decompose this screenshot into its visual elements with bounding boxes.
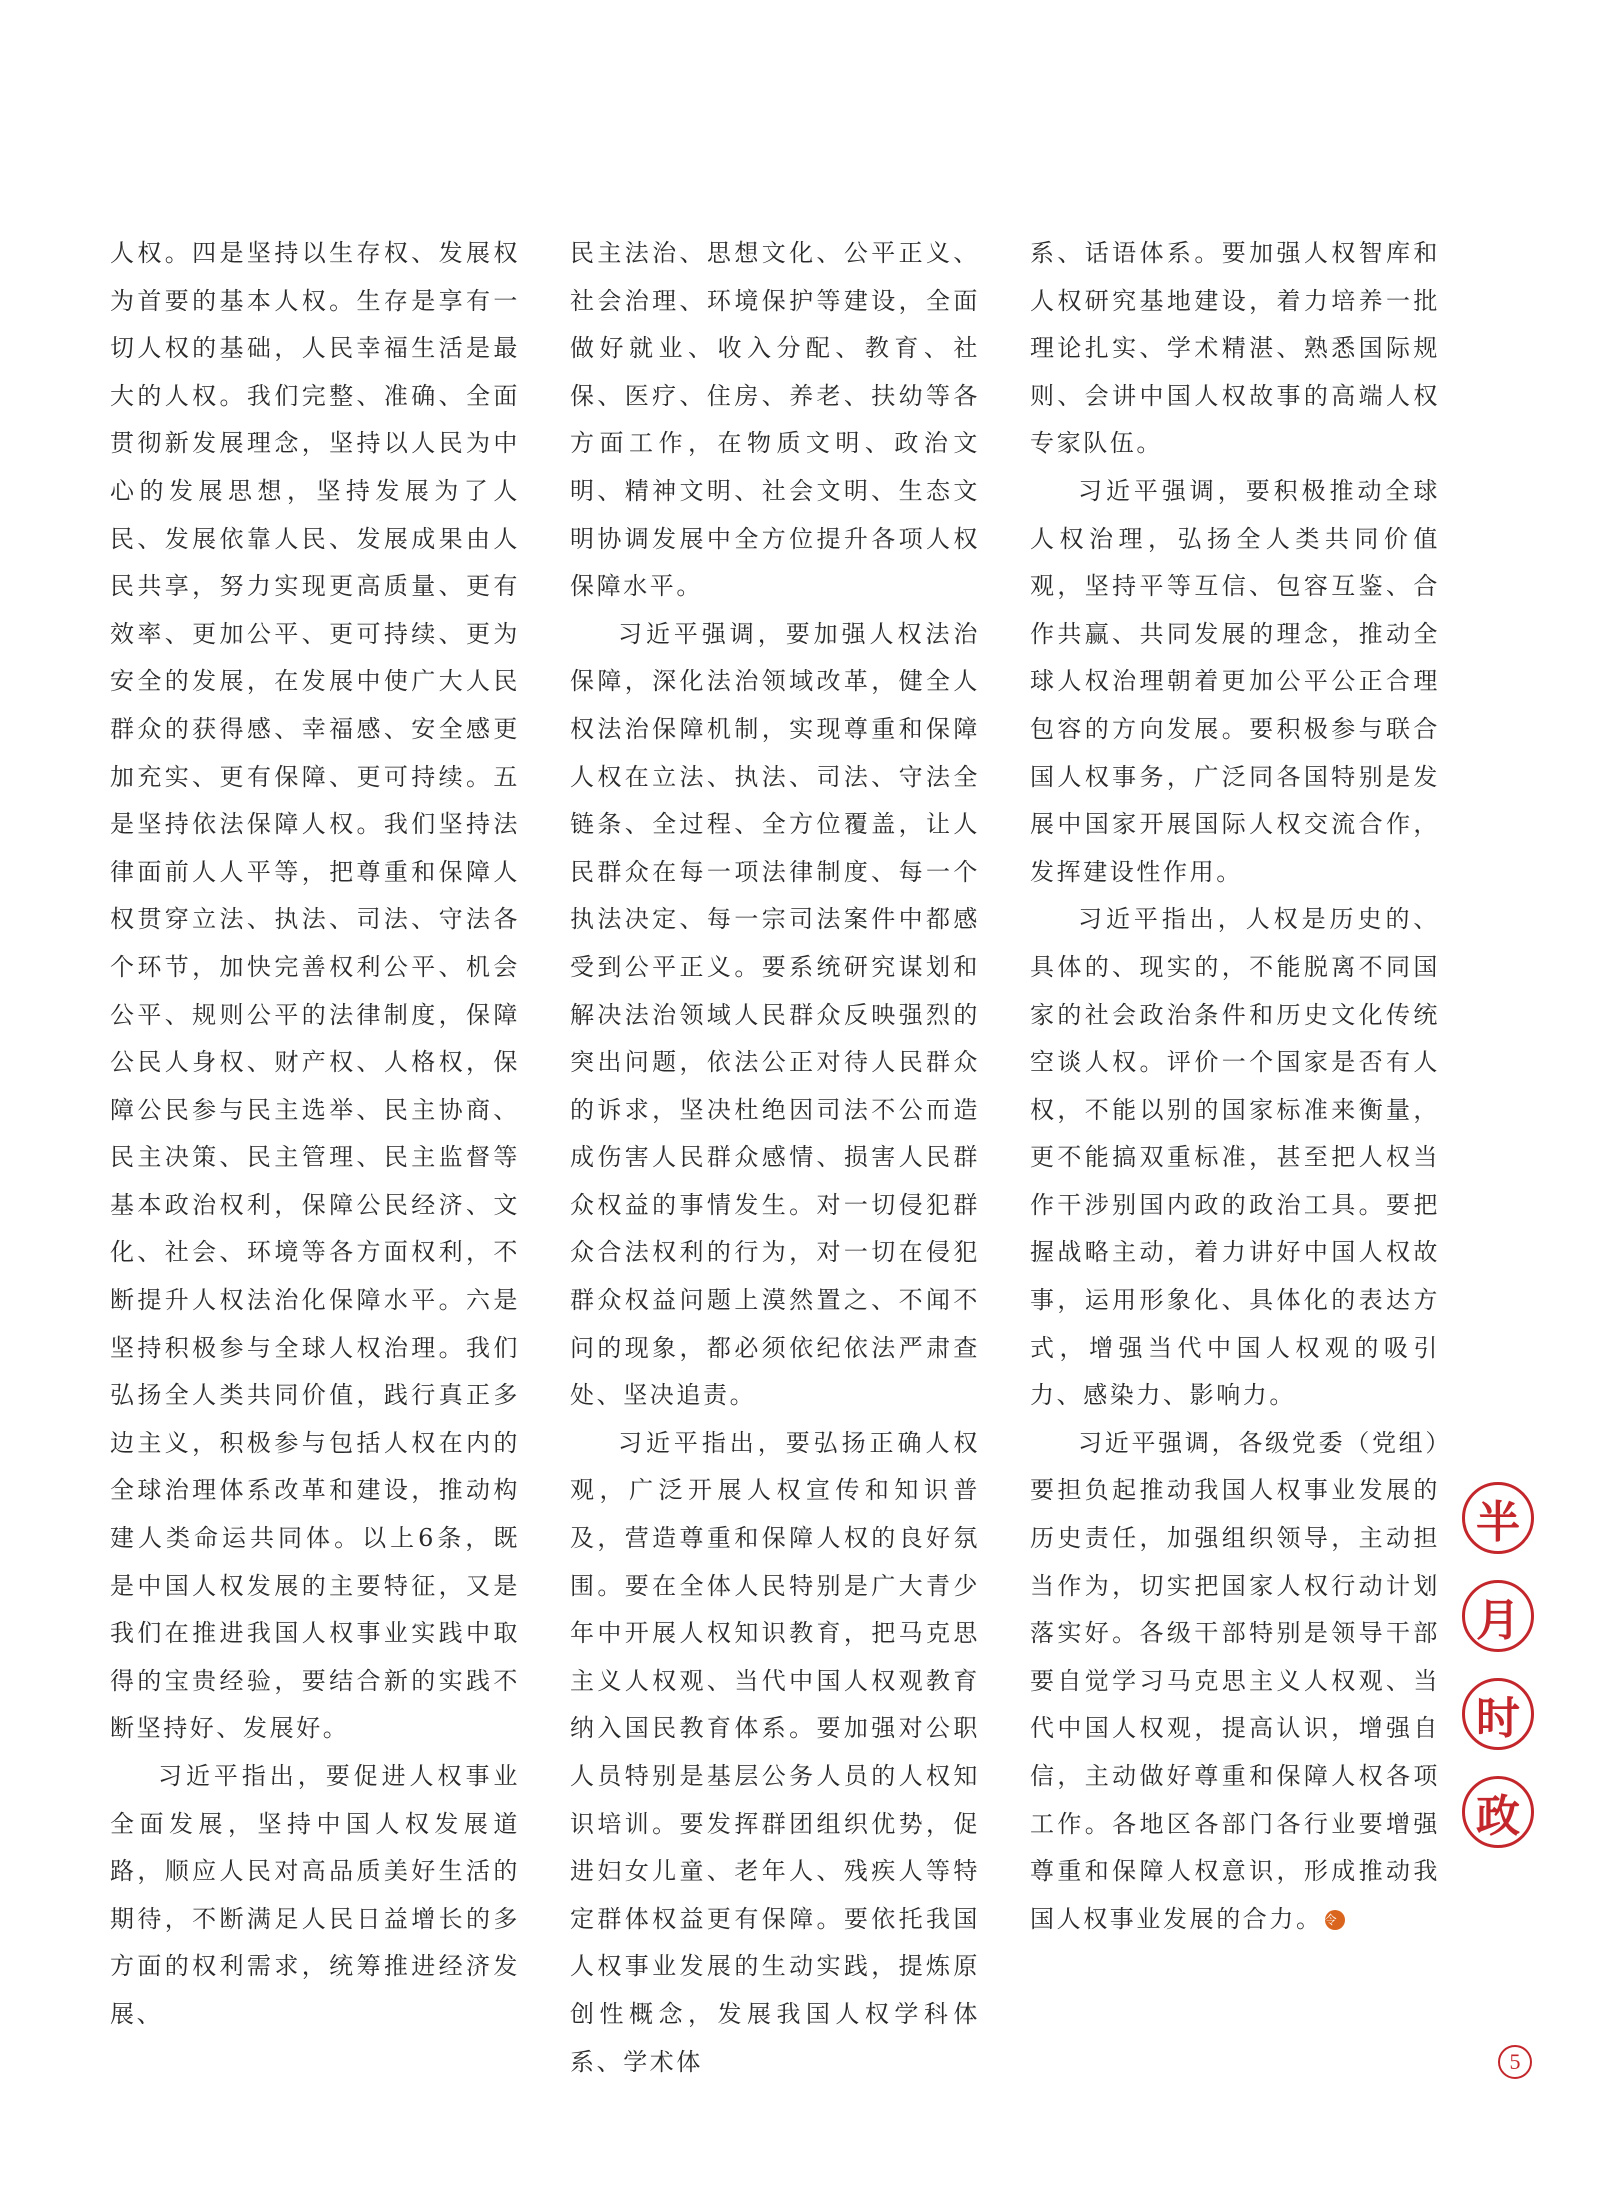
paragraph: 习近平强调，要加强人权法治保障，深化法治领域改革，健全人权法治保障机制，实现尊重和保障人权在立法、执法、司法、守法全链条、全过程、全方位覆盖，让人民群众在每一项法律制度、每一个执法决定、每一宗司法案件中都感受到公平正义。要系统研究谋划和解决法治领域人民群众反映强烈的突出问题，依法公正对待人民群众的诉求，坚决杜绝因司法不公而造成伤害人民群众感情、损害人民群众权益的事情发生。对一切侵犯群众合法权利的行为，对一切在侵犯群众权益问题上漠然置之、不闻不问的现象，都必须依纪依法严肃查处、坚决追责。 xyxy=(570,619,980,1410)
end-mark-icon: 令 xyxy=(1325,1910,1345,1930)
magazine-masthead xyxy=(1458,1482,1538,1848)
paragraph: 民主法治、思想文化、公平正义、社会治理、环境保护等建设，全面做好就业、收入分配、教育、社保、医疗、住房、养老、扶幼等各方面工作，在物质文明、政治文明、精神文明、社会文明、生态文明协调发展中全方位提升各项人权保障水平。 xyxy=(570,239,980,601)
paragraph: 习近平指出，人权是历史的、具体的、现实的，不能脱离不同国家的社会政治条件和历史文化传统空谈人权。评价一个国家是否有人权，不能以别的国家标准来衡量，更不能搞双重标准，甚至把人权当作干涉别国内政的政治工具。要把握战略主动，着力讲好中国人权故事，运用形象化、具体化的表达方式，增强当代中国人权观的吸引力、感染力、影响力。 xyxy=(1030,905,1440,1410)
column-3 xyxy=(1030,230,1440,1970)
paragraph: 人权。四是坚持以生存权、发展权为首要的基本人权。生存是享有一切人权的基础，人民幸福生活是最大的人权。我们完整、准确、全面贯彻新发展理念，坚持以人民为中心的发展思想，坚持发展为了人民、发展依靠人民、发展成果由人民共享，努力实现更高质量、更有效率、更加公平、更可持续、更为安全的发展，在发展中使广大人民群众的获得感、幸福感、安全感更加充实、更有保障、更可持续。五是坚持依法保障人权。我们坚持法律面前人人平等，把尊重和保障人权贯穿立法、执法、司法、守法各个环节，加快完善权利公平、机会公平、规则公平的法律制度，保障公民人身权、财产权、人格权，保障公民参与民主选举、民主协商、民主决策、民主管理、民主监督等基本政治权利，保障公民经济、文化、社会、环境等各方面权利，不断提升人权法治化保障水平。六是坚持积极参与全球人权治理。我们弘扬全人类共同价值，践行真正多边主义，积极参与包括人权在内的全球治理体系改革和建设，推动构建人类命运共同体。以上6条，既是中国人权发展的主要特征，又是我们在推进我国人权事业实践中取得的宝贵经验，要结合新的实践不断坚持好、发展好。 xyxy=(110,239,520,1743)
masthead-char: 政 xyxy=(1462,1776,1534,1848)
masthead-char: 半 xyxy=(1462,1482,1534,1554)
article-body xyxy=(110,230,1440,2076)
masthead-char: 月 xyxy=(1462,1580,1534,1652)
paragraph: 习近平指出，要弘扬正确人权观，广泛开展人权宣传和知识普及，营造尊重和保障人权的良好氛围。要在全体人民特别是广大青少年中开展人权知识教育，把马克思主义人权观、当代中国人权观教育纳入国民教育体系。要加强对公职人员特别是基层公务人员的人权知识培训。要发挥群团组织优势，促进妇女儿童、老年人、残疾人等特定群体权益更有保障。要依托我国人权事业发展的生动实践，提炼原创性概念，发展我国人权学科体系、学术体 xyxy=(570,1428,980,2076)
paragraph-final xyxy=(1030,1420,1440,1944)
paragraph-text: 习近平强调，各级党委（党组）要担负起推动我国人权事业发展的历史责任，加强组织领导，主动担当作为，切实把国家人权行动计划落实好。各级干部特别是领导干部要自觉学习马克思主义人权观、当代中国人权观，提高认识，增强自信，主动做好尊重和保障人权各项工作。各地区各部门各行业要增强尊重和保障人权意识，形成推动我国人权事业发展的合力。 xyxy=(1030,1428,1440,1933)
column-1 xyxy=(110,230,520,2028)
masthead-char: 时 xyxy=(1462,1678,1534,1750)
paragraph: 系、话语体系。要加强人权智库和人权研究基地建设，着力培养一批理论扎实、学术精湛、熟悉国际规则、会讲中国人权故事的高端人权专家队伍。 xyxy=(1030,239,1440,458)
page-number: 5 xyxy=(1498,2045,1532,2079)
paragraph: 习近平强调，要积极推动全球人权治理，弘扬全人类共同价值观，坚持平等互信、包容互鉴、合作共赢、共同发展的理念，推动全球人权治理朝着更加公平公正合理包容的方向发展。要积极参与联合国人权事务，广泛同各国特别是发展中国家开展国际人权交流合作，发挥建设性作用。 xyxy=(1030,476,1440,886)
column-2 xyxy=(570,230,980,2076)
paragraph: 习近平指出，要促进人权事业全面发展，坚持中国人权发展道路，顺应人民对高品质美好生活的期待，不断满足人民日益增长的多方面的权利需求，统筹推进经济发展、 xyxy=(110,1762,520,2028)
